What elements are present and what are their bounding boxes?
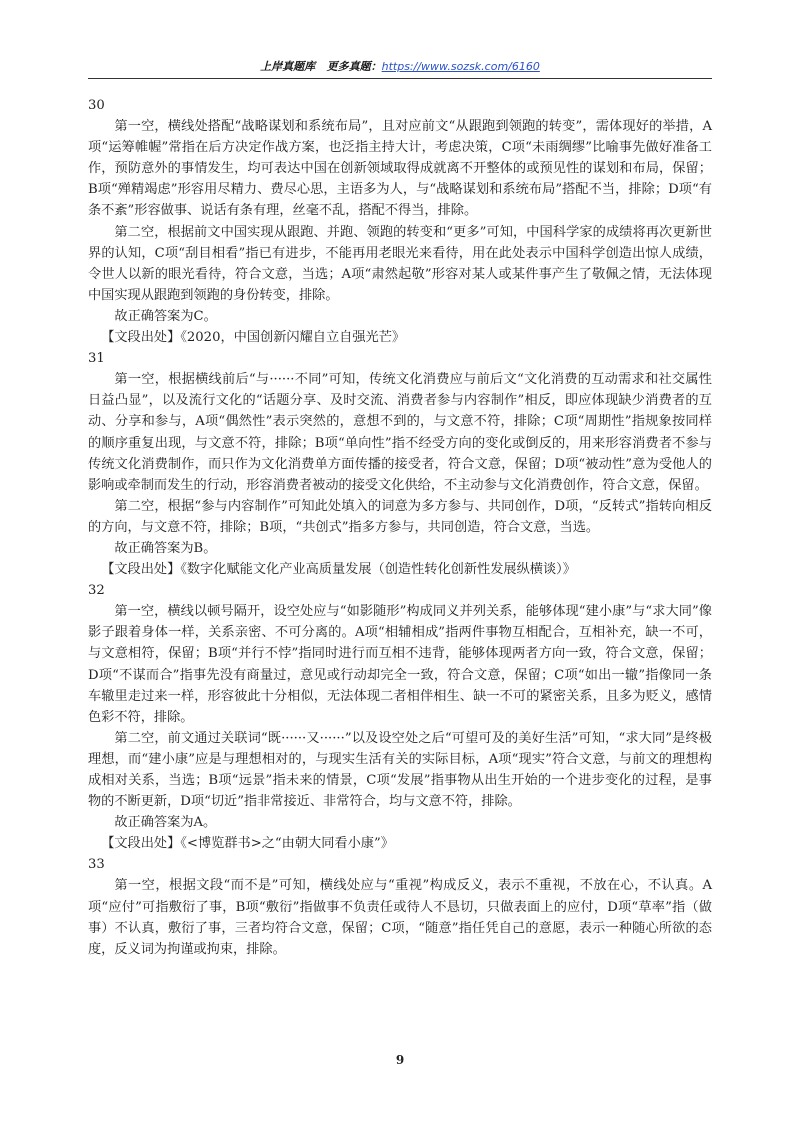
question-number: 31 — [88, 351, 105, 367]
explanation-paragraph: 第一空，根据横线前后“与······不同”可知，传统文化消费应与前后文“文化消费的互动需求和社交属性日益凸显”，以及流行文化的“话题分享、及时交流、消费者参与内容制作”相反，即应体现缺少消费者的互动、分享和参与，A项“偶然性”表示突然的，意想不到的，与文意不符，排除；C项“周期性”指规象按同样的顺序重复出现，与文意不符，排除；B项“单向性”指不经受方向的变化或倒反的，用来形容消费者不参与传统文化消费制作，而只作为文化消费单方面传播的接受者，符合文意，保留；D项“被动性”意为受他人的影响或牵制而发生的行动，形容消费者被动的接受文化供给，不主动参与文化消费创作，符合文意，保留。 — [88, 372, 712, 493]
document-body — [88, 95, 712, 960]
page-header — [0, 58, 800, 74]
question-number: 33 — [88, 857, 105, 873]
answer-line: 故正确答案为C。 — [114, 308, 217, 324]
source-line: 【文段出处】《数字化赋能文化产业高质量发展（创造性转化创新性发展纵横谈）》 — [101, 562, 576, 578]
header-brand: 上岸真题库 — [260, 60, 316, 73]
header-url-link[interactable]: https://www.sozsk.com/6160 — [381, 60, 540, 73]
source-line: 【文段出处】《2020，中国创新闪耀自立自强光芒》 — [101, 330, 406, 346]
question-number: 30 — [88, 98, 105, 113]
source-line: 【文段出处】《<博览群书>之“由朝大同看小康”》 — [101, 836, 394, 852]
answer-line: 故正确答案为B。 — [114, 540, 217, 556]
answer-line: 故正确答案为A。 — [114, 815, 217, 831]
explanation-paragraph: 第二空，根据“参与内容制作”可知此处填入的词意为多方参与、共同创作，D项，“反转式”指转向相反的方向，与文意不符，排除；B项，“共创式”指多方参与，共同创造，符合文意，当选。 — [88, 498, 712, 535]
explanation-paragraph: 第一空，横线以顿号隔开，设空处应与“如影随形”构成同义并列关系，能够体现“建小康”与“求大同”像影子跟着身体一样，关系亲密、不可分离的。A项“相辅相成”指两件事物互相配合，互相补充，缺一不可，与文意相符，保留；B项“并行不悖”指同时进行而互相不违背，能够体现两者方向一致，符合文意，保留；D项“不谋而合”指事先没有商量过，意见或行动却完全一致，符合文意，保留；C项“如出一辙”指像同一条车辙里走过来一样，形容彼此十分相似，无法体现二者相伴相生、缺一不可的紧密关系，且多为贬义，感情色彩不符，排除。 — [88, 604, 712, 725]
question-number: 32 — [88, 583, 105, 599]
page-number: 9 — [395, 1053, 405, 1067]
explanation-paragraph: 第二空，前文通过关联词“既······又······”以及设空处之后“可望可及的美好生活”可知，“求大同”是终极理想，而“建小康”应是与理想相对的，与现实生活有关的实际目标，A项“现实”符合文意，与前文的理想构成相对关系，当选；B项“远景”指未来的情景，C项“发展”指事物从出生开始的一个进步变化的过程，是事物的不断更新，D项“切近”指非常接近、非常符合，均与文意不符，排除。 — [88, 730, 712, 810]
header-more-label: 更多真题： — [326, 60, 382, 73]
header-rule — [88, 78, 712, 79]
explanation-paragraph: 第一空，横线处搭配“战略谋划和系统布局”，且对应前文“从跟跑到领跑的转变”，需体现好的举措，A项“运筹帷幄”常指在后方决定作战方案，也泛指主持大计，考虑决策，C项“未雨绸缪”比喻事先做好准备工作，预防意外的事情发生，均可表达中国在创新领域取得成就离不开整体的或预见性的谋划和布局，保留；B项“殚精竭虑”形容用尽精力、费尽心思，主语多为人，与“战略谋划和系统布局”搭配不当，排除；D项“有条不紊”形容做事、说话有条有理，丝毫不乱，搭配不得当，排除。 — [88, 119, 712, 219]
explanation-paragraph: 第二空，根据前文中国实现从跟跑、并跑、领跑的转变和“更多”可知，中国科学家的成绩将再次更新世界的认知，C项“刮目相看”指已有进步，不能再用老眼光来看待，用在此处表示中国科学创造出惊人成绩，令世人以新的眼光看待，符合文意，当选；A项“肃然起敬”形容对某人或某件事产生了敬佩之情，无法体现中国实现从跟跑到领跑的身份转变，排除。 — [88, 224, 712, 303]
explanation-paragraph: 第一空，根据文段“而不是”可知，横线处应与“重视”构成反义，表示不重视，不放在心，不认真。A项“应付”可指敷衍了事，B项“敷衍”指做事不负责任或待人不恳切，只做表面上的应付，D项“草率”指（做事）不认真，敷衍了事，三者均符合文意，保留；C项，“随意”指任凭自己的意愿，表示一种随心所欲的态度，反义词为拘谨或拘束，排除。 — [88, 878, 712, 957]
